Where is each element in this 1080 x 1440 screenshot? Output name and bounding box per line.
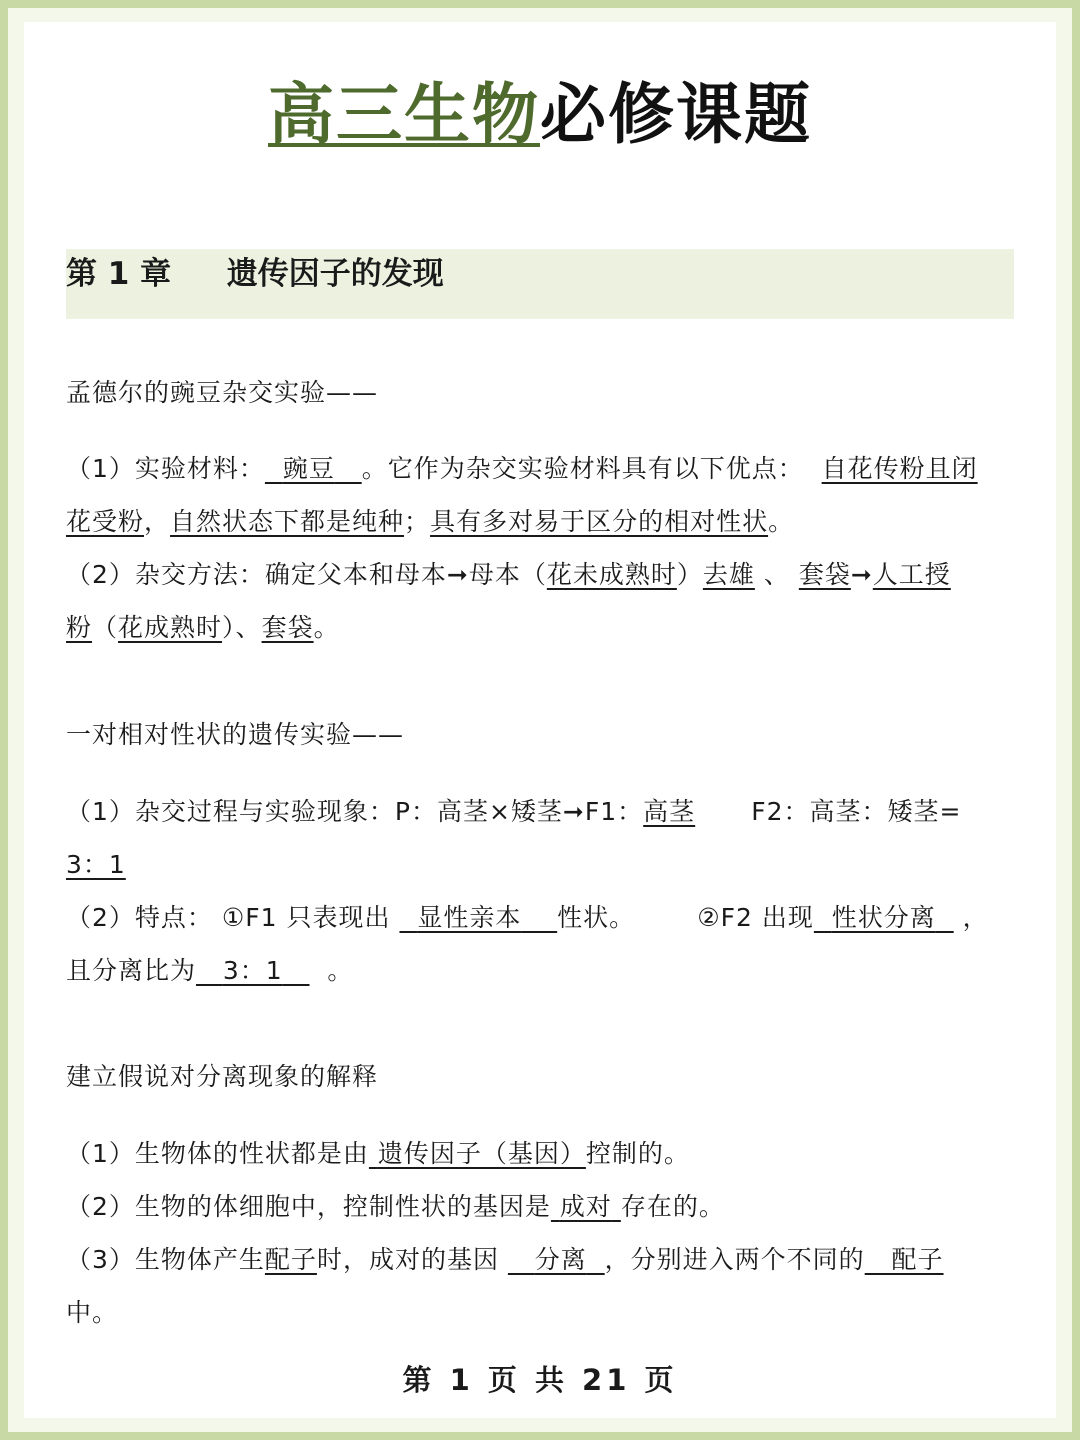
section1-heading: 孟德尔的豌豆杂交实验—— — [66, 378, 379, 407]
page-footer: 第 1 页 共 21 页 — [402, 1363, 678, 1397]
answer-blank — [814, 903, 954, 932]
text: （1）杂交过程与实验现象：P：高茎×矮茎➞F1： — [66, 797, 644, 826]
answer-blank — [865, 1245, 944, 1274]
answer: 3：1 — [66, 850, 126, 879]
text: ， — [962, 903, 989, 932]
answer: 3：1 — [222, 956, 283, 985]
answer: 去雄 — [702, 560, 755, 589]
answer-blank — [399, 903, 557, 932]
text: ）、 — [222, 613, 262, 642]
section3-line2 — [66, 1180, 1016, 1233]
text: ②F2 出现 — [697, 903, 814, 932]
title-green: 高三生物 — [268, 76, 540, 153]
answer: 粉 — [66, 613, 93, 642]
section2-line3 — [66, 891, 1016, 944]
section2-line2 — [66, 838, 1016, 891]
text: 时，成对的基因 — [316, 1245, 499, 1274]
chapter-name: 遗传因子的发现 — [226, 256, 444, 292]
text: 且分离比为 — [66, 956, 197, 985]
answer: 成对 — [559, 1192, 612, 1221]
text: （2）特点： ①F1 只表现出 — [66, 903, 391, 932]
answer: 豌豆 — [282, 454, 335, 483]
text: ， — [144, 507, 171, 536]
answer: 分离 — [534, 1245, 587, 1274]
chapter-header — [66, 249, 1014, 319]
text: ➞ — [850, 560, 873, 589]
answer-blank — [265, 454, 362, 483]
answer: 套袋 — [798, 560, 851, 589]
text: 性状。 — [557, 903, 636, 932]
chapter-number: 第 1 章 — [66, 256, 172, 292]
text: 、 — [763, 560, 790, 589]
answer: 配子 — [891, 1245, 944, 1274]
section1-line4 — [66, 601, 1016, 654]
section3-line4 — [66, 1286, 1016, 1339]
answer-blank — [196, 956, 310, 985]
text: ； — [404, 507, 431, 536]
answer: 高茎 — [643, 797, 696, 826]
answer: 花成熟时 — [118, 613, 223, 642]
answer-blank — [551, 1192, 621, 1221]
section1-line2 — [66, 495, 1016, 548]
text: 。 — [313, 613, 340, 642]
section2-line4 — [66, 944, 1016, 997]
answer: 自然状态下都是纯种 — [170, 507, 405, 536]
answer: 具有多对易于区分的相对性状 — [430, 507, 769, 536]
text: （1）实验材料： — [66, 454, 265, 483]
text: ，分别进入两个不同的 — [604, 1245, 865, 1274]
answer: 显性亲本 — [417, 903, 522, 932]
text: 。 — [768, 507, 795, 536]
section3-line3 — [66, 1233, 1016, 1286]
text: ） — [676, 560, 703, 589]
answer: 自花传粉且闭 — [821, 454, 978, 483]
text: 。它作为杂交实验材料具有以下优点： — [361, 454, 804, 483]
answer: 性状分离 — [831, 903, 936, 932]
answer: 花未成熟时 — [546, 560, 677, 589]
text: （2）生物的体细胞中，控制性状的基因是 — [66, 1192, 551, 1221]
text: （1）生物体的性状都是由 — [66, 1139, 369, 1168]
answer-blank — [508, 1245, 605, 1274]
section2-heading: 一对相对性状的遗传实验—— — [66, 720, 405, 749]
text: F2：高茎：矮茎= — [751, 797, 962, 826]
text: 中。 — [66, 1298, 119, 1327]
answer: 遗传因子（基因） — [377, 1139, 586, 1168]
section2-line1 — [66, 785, 1016, 838]
page-title — [0, 70, 1080, 160]
answer: 配子 — [264, 1245, 317, 1274]
text: 。 — [327, 956, 354, 985]
section1-line1 — [66, 442, 1016, 495]
title-black: 必修课题 — [540, 76, 812, 153]
text: 控制的。 — [585, 1139, 690, 1168]
text: 存在的。 — [620, 1192, 725, 1221]
text: （ — [92, 613, 119, 642]
answer: 人工授 — [872, 560, 951, 589]
answer: 套袋 — [261, 613, 314, 642]
text: （2）杂交方法：确定父本和母本➞母本（ — [66, 560, 547, 589]
answer: 花受粉 — [66, 507, 145, 536]
section1-line3 — [66, 548, 1016, 601]
section3-heading: 建立假说对分离现象的解释 — [66, 1062, 379, 1091]
text: （3）生物体产生 — [66, 1245, 265, 1274]
section3-line1 — [66, 1127, 1016, 1180]
answer-blank — [369, 1139, 586, 1168]
